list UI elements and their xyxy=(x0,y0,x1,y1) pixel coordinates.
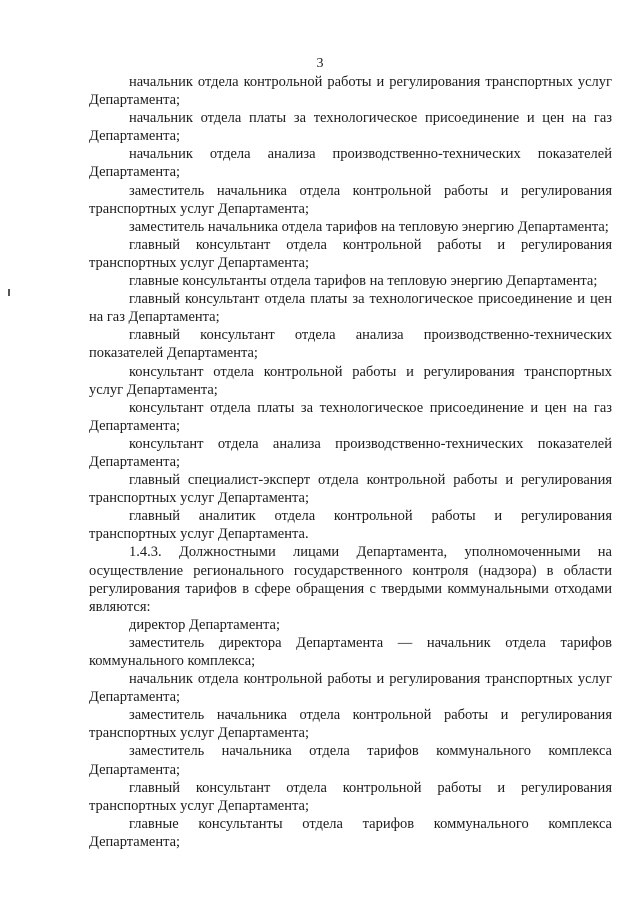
paragraph: главный консультант отдела платы за технологическое присоединение и цен на газ Департамента; xyxy=(89,291,612,326)
paragraph: главный консультант отдела анализа производственно-технических показателей Департамента; xyxy=(89,327,612,362)
document-body xyxy=(89,73,612,851)
paragraph: начальник отдела анализа производственно-технических показателей Департамента; xyxy=(89,146,612,181)
paragraph: главный специалист-эксперт отдела контрольной работы и регулирования транспортных услуг Департамента; xyxy=(89,472,612,507)
paragraph: начальник отдела контрольной работы и регулирования транспортных услуг Департамента; xyxy=(89,671,612,706)
paragraph: консультант отдела контрольной работы и регулирования транспортных услуг Департамента; xyxy=(89,363,612,398)
margin-mark xyxy=(8,289,10,296)
paragraph: начальник отдела контрольной работы и регулирования транспортных услуг Департамента; xyxy=(89,74,612,109)
paragraph: консультант отдела анализа производственно-технических показателей Департамента; xyxy=(89,435,612,470)
paragraph: начальник отдела платы за технологическое присоединение и цен на газ Департамента; xyxy=(89,110,612,145)
paragraph: главный аналитик отдела контрольной работы и регулирования транспортных услуг Департамента. xyxy=(89,508,612,543)
paragraph: заместитель директора Департамента — начальник отдела тарифов коммунального комплекса; xyxy=(89,634,612,669)
paragraph: заместитель начальника отдела тарифов коммунального комплекса Департамента; xyxy=(89,743,612,778)
paragraph: заместитель начальника отдела тарифов на тепловую энергию Департамента; xyxy=(129,218,609,235)
section-paragraph-1-4-3: 1.4.3. Должностными лицами Департамента, уполномоченными на осуществление регионального государственного контроля (надзора) в области регулирования тарифов в сфере обращения с твердыми коммунальными отходами являются: xyxy=(89,544,612,615)
paragraph: главные консультанты отдела тарифов коммунального комплекса Департамента; xyxy=(89,815,612,850)
paragraph: заместитель начальника отдела контрольной работы и регулирования транспортных услуг Департамента; xyxy=(89,182,612,217)
page-number: 3 xyxy=(316,56,324,71)
paragraph: консультант отдела платы за технологическое присоединение и цен на газ Департамента; xyxy=(89,399,612,434)
paragraph: главный консультант отдела контрольной работы и регулирования транспортных услуг Департамента; xyxy=(89,236,612,271)
paragraph: директор Департамента; xyxy=(129,616,281,633)
paragraph: главные консультанты отдела тарифов на тепловую энергию Департамента; xyxy=(129,273,598,290)
paragraph: главный консультант отдела контрольной работы и регулирования транспортных услуг Департамента; xyxy=(89,779,612,814)
paragraph: заместитель начальника отдела контрольной работы и регулирования транспортных услуг Департамента; xyxy=(89,707,612,742)
